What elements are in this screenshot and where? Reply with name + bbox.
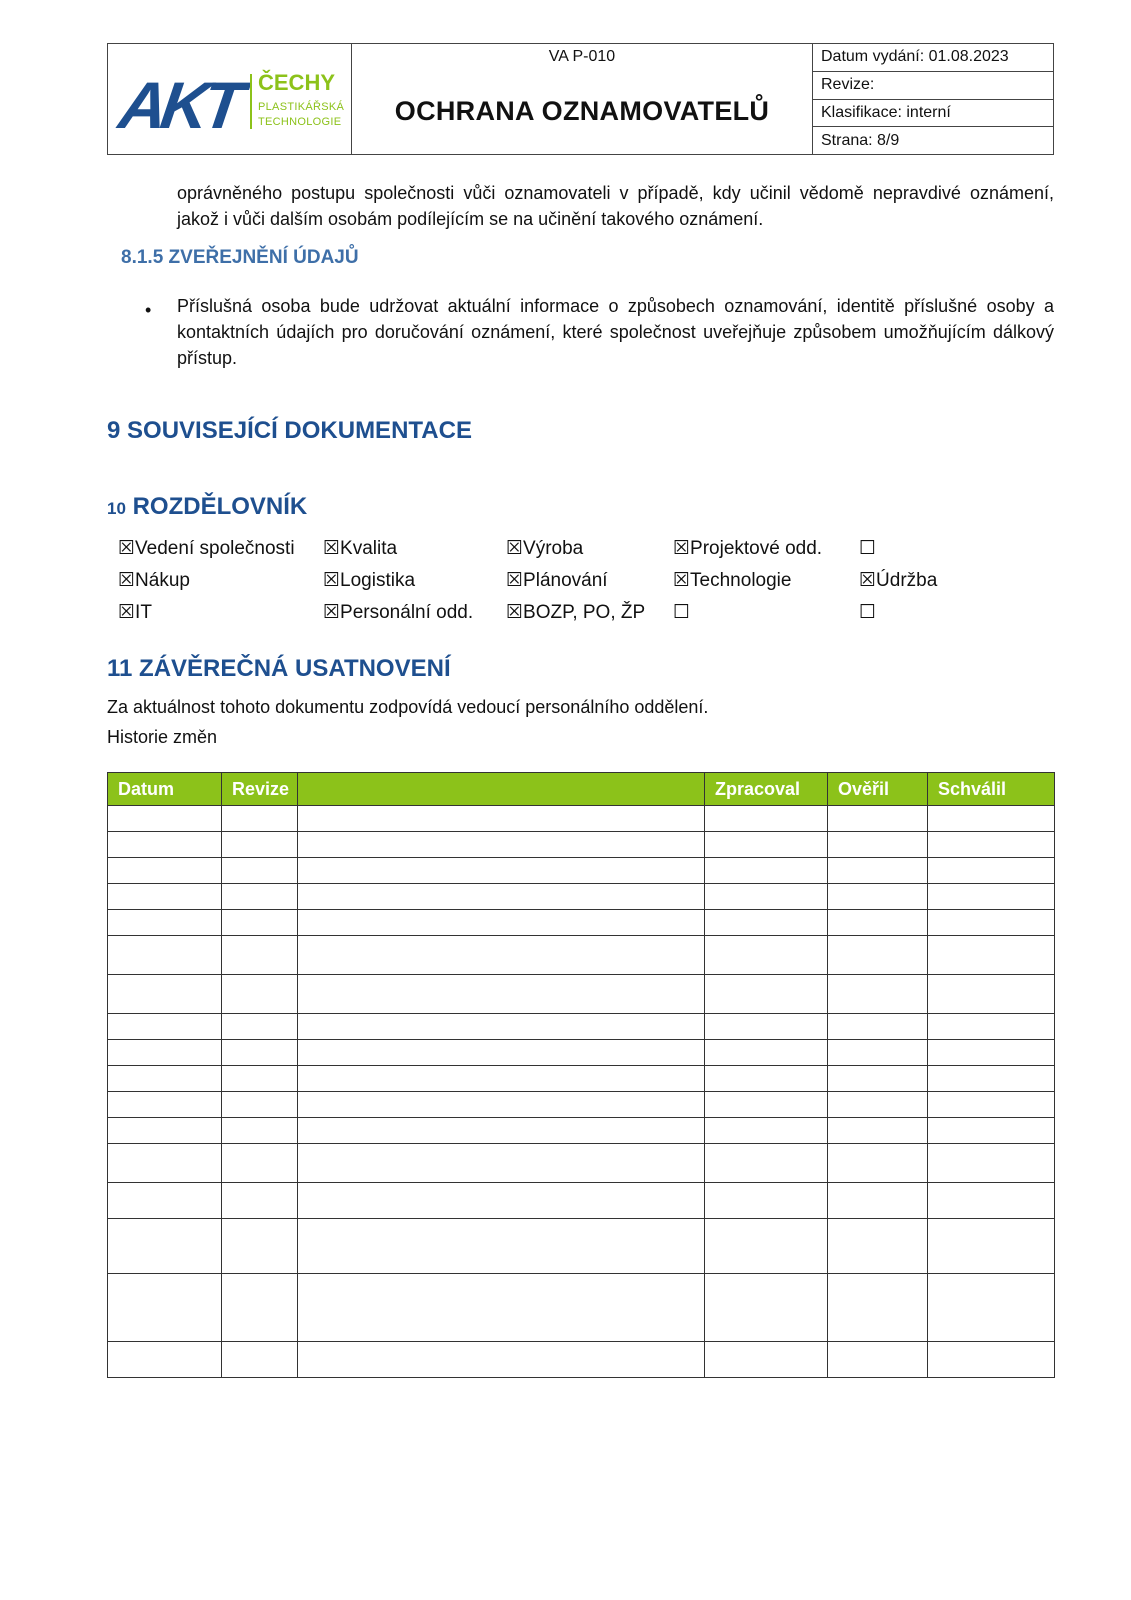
table-cell — [298, 1274, 705, 1342]
header-title-cell — [352, 44, 813, 154]
distribution-item[interactable] — [323, 569, 415, 592]
table-cell — [828, 1274, 928, 1342]
table-cell — [298, 1092, 705, 1118]
company-logo — [108, 44, 352, 154]
bullet-paragraph: Příslušná osoba bude udržovat aktuální informace o způsobech oznamování, identitě příslušné osoby a kontaktních údajích pro doručování oznámení, které společnost uveřejňuje způsobem umožňujícím dálkový přístup. — [177, 296, 1054, 368]
table-cell — [222, 858, 298, 884]
document-title: OCHRANA OZNAMOVATELŮ — [394, 96, 770, 126]
distribution-item[interactable] — [859, 569, 937, 592]
table-cell — [928, 1118, 1055, 1144]
table-cell — [928, 1066, 1055, 1092]
distribution-label: Vedení společnosti — [135, 538, 295, 559]
distribution-item[interactable] — [859, 601, 876, 624]
distribution-item[interactable] — [118, 537, 295, 560]
table-cell — [222, 1183, 298, 1219]
table-cell — [108, 884, 222, 910]
table-row — [108, 1040, 1055, 1066]
checked-checkbox-icon[interactable]: ☒ — [506, 602, 524, 623]
logo-name: ČECHY — [258, 70, 336, 95]
section-heading-10 — [107, 493, 307, 521]
table-cell — [298, 1118, 705, 1144]
table-cell — [108, 1219, 222, 1274]
table-row — [108, 884, 1055, 910]
table-cell — [222, 1014, 298, 1040]
table-cell — [828, 1066, 928, 1092]
table-row — [108, 1118, 1055, 1144]
table-cell — [298, 806, 705, 832]
table-cell — [108, 1118, 222, 1144]
table-cell — [928, 1144, 1055, 1183]
table-cell — [928, 858, 1055, 884]
table-cell — [108, 1066, 222, 1092]
logo-divider — [250, 74, 252, 129]
table-cell — [705, 1183, 828, 1219]
document-header — [107, 43, 1054, 155]
table-cell — [298, 1144, 705, 1183]
distribution-label: Údržba — [876, 570, 938, 591]
table-cell — [928, 1040, 1055, 1066]
distribution-label: Technologie — [690, 570, 792, 591]
table-cell — [928, 975, 1055, 1014]
table-cell — [222, 806, 298, 832]
table-row — [108, 1342, 1055, 1378]
distribution-label: Výroba — [523, 538, 584, 559]
column-header — [298, 773, 705, 806]
issue-date: Datum vydání: 01.08.2023 — [813, 44, 1053, 72]
table-cell — [705, 910, 828, 936]
change-history-table — [107, 772, 1055, 1378]
table-cell — [108, 832, 222, 858]
table-cell — [828, 884, 928, 910]
table-cell — [828, 858, 928, 884]
logo-sub-line-1: PLASTIKÁŘSKÁ — [258, 101, 345, 113]
table-cell — [222, 832, 298, 858]
table-row — [108, 832, 1055, 858]
table-cell — [298, 1014, 705, 1040]
table-row — [108, 975, 1055, 1014]
unchecked-checkbox-icon[interactable]: ☐ — [673, 602, 691, 623]
table-cell — [222, 936, 298, 975]
section-number: 10 — [107, 499, 126, 518]
table-cell — [298, 910, 705, 936]
table-cell — [108, 1183, 222, 1219]
table-cell — [828, 910, 928, 936]
logo-brand: AKT — [114, 68, 243, 142]
table-cell — [705, 1014, 828, 1040]
table-cell — [298, 1219, 705, 1274]
table-cell — [928, 1274, 1055, 1342]
table-cell — [222, 884, 298, 910]
checked-checkbox-icon[interactable]: ☒ — [118, 538, 136, 559]
table-cell — [928, 1092, 1055, 1118]
distribution-item[interactable] — [506, 569, 608, 592]
table-row — [108, 1066, 1055, 1092]
table-cell — [298, 1342, 705, 1378]
table-cell — [108, 1274, 222, 1342]
table-cell — [705, 1219, 828, 1274]
table-cell — [705, 1274, 828, 1342]
unchecked-checkbox-icon[interactable]: ☐ — [859, 602, 877, 623]
distribution-item[interactable] — [673, 537, 822, 560]
table-header-row — [108, 773, 1055, 806]
table-row — [108, 858, 1055, 884]
distribution-label: Kvalita — [340, 538, 398, 559]
table-cell — [928, 1219, 1055, 1274]
table-cell — [298, 936, 705, 975]
table-cell — [108, 975, 222, 1014]
responsibility-text: Za aktuálnost tohoto dokumentu zodpovídá vedoucí personálního oddělení. — [107, 697, 709, 717]
table-cell — [298, 858, 705, 884]
table-cell — [108, 806, 222, 832]
table-cell — [222, 1219, 298, 1274]
table-cell — [108, 858, 222, 884]
table-row — [108, 1274, 1055, 1342]
table-cell — [108, 1040, 222, 1066]
document-code: VA P-010 — [548, 48, 616, 65]
distribution-item[interactable] — [323, 601, 473, 624]
table-cell — [705, 884, 828, 910]
table-cell — [298, 975, 705, 1014]
checked-checkbox-icon[interactable]: ☒ — [673, 570, 691, 591]
table-cell — [828, 936, 928, 975]
subsection-heading: 8.1.5 ZVEŘEJNĚNÍ ÚDAJŮ — [121, 247, 359, 268]
distribution-item[interactable] — [118, 601, 152, 624]
table-cell — [108, 1092, 222, 1118]
bullet-icon: • — [145, 300, 152, 320]
table-cell — [222, 1118, 298, 1144]
section-heading-11: 11 ZÁVĚREČNÁ USATNOVENÍ — [107, 655, 451, 682]
table-cell — [828, 975, 928, 1014]
table-cell — [928, 1014, 1055, 1040]
checked-checkbox-icon[interactable]: ☒ — [859, 570, 877, 591]
table-cell — [705, 1118, 828, 1144]
section-heading-9: 9 SOUVISEJÍCÍ DOKUMENTACE — [107, 417, 472, 444]
table-cell — [828, 806, 928, 832]
page-number: Strana: 8/9 — [821, 131, 900, 149]
table-cell — [222, 1066, 298, 1092]
checked-checkbox-icon[interactable]: ☒ — [323, 602, 341, 623]
distribution-item[interactable] — [506, 601, 645, 624]
table-cell — [705, 1066, 828, 1092]
table-cell — [828, 1118, 928, 1144]
table-cell — [222, 975, 298, 1014]
table-cell — [705, 936, 828, 975]
table-cell — [828, 1040, 928, 1066]
table-row — [108, 1014, 1055, 1040]
table-cell — [298, 884, 705, 910]
table-cell — [298, 1040, 705, 1066]
distribution-label: Projektové odd. — [690, 538, 823, 559]
table-cell — [298, 832, 705, 858]
table-row — [108, 1144, 1055, 1183]
column-header: Zpracoval — [705, 773, 828, 806]
checked-checkbox-icon[interactable]: ☒ — [323, 570, 341, 591]
table-cell — [828, 1219, 928, 1274]
table-cell — [928, 936, 1055, 975]
classification: Klasifikace: interní — [813, 100, 1053, 128]
distribution-item[interactable] — [673, 569, 791, 592]
table-cell — [108, 1014, 222, 1040]
column-header: Datum — [108, 773, 222, 806]
table-cell — [222, 1342, 298, 1378]
distribution-label: IT — [135, 602, 152, 623]
table-cell — [222, 1274, 298, 1342]
table-cell — [928, 884, 1055, 910]
unchecked-checkbox-icon[interactable]: ☐ — [859, 538, 877, 559]
table-cell — [705, 1092, 828, 1118]
distribution-item[interactable] — [859, 537, 876, 560]
table-cell — [705, 858, 828, 884]
distribution-label: Nákup — [135, 570, 190, 591]
table-cell — [108, 1144, 222, 1183]
table-cell — [928, 806, 1055, 832]
table-cell — [828, 1183, 928, 1219]
distribution-item[interactable] — [323, 537, 397, 560]
distribution-item[interactable] — [673, 601, 690, 624]
table-cell — [705, 975, 828, 1014]
table-cell — [222, 910, 298, 936]
checked-checkbox-icon[interactable]: ☒ — [673, 538, 691, 559]
checked-checkbox-icon[interactable]: ☒ — [118, 602, 136, 623]
table-row — [108, 1183, 1055, 1219]
table-cell — [222, 1092, 298, 1118]
table-cell — [222, 1040, 298, 1066]
table-row — [108, 1219, 1055, 1274]
table-cell — [928, 910, 1055, 936]
table-cell — [828, 1342, 928, 1378]
checked-checkbox-icon[interactable]: ☒ — [506, 570, 524, 591]
table-cell — [298, 1066, 705, 1092]
table-cell — [705, 1342, 828, 1378]
table-cell — [222, 1144, 298, 1183]
checked-checkbox-icon[interactable]: ☒ — [118, 570, 136, 591]
table-row — [108, 910, 1055, 936]
table-body — [108, 806, 1055, 1378]
table-cell — [108, 1342, 222, 1378]
table-cell — [828, 1092, 928, 1118]
table-row — [108, 1092, 1055, 1118]
table-cell — [928, 1183, 1055, 1219]
table-cell — [928, 1342, 1055, 1378]
table-cell — [928, 832, 1055, 858]
table-cell — [705, 806, 828, 832]
table-cell — [705, 1144, 828, 1183]
table-cell — [828, 832, 928, 858]
checked-checkbox-icon[interactable]: ☒ — [506, 538, 524, 559]
table-cell — [828, 1144, 928, 1183]
header-meta — [813, 44, 1053, 154]
checked-checkbox-icon[interactable]: ☒ — [323, 538, 341, 559]
distribution-item[interactable] — [506, 537, 583, 560]
table-cell — [828, 1014, 928, 1040]
table-cell — [298, 1183, 705, 1219]
column-header: Ověřil — [828, 773, 928, 806]
logo-subtitle — [258, 100, 344, 130]
distribution-label: BOZP, PO, ŽP — [523, 602, 646, 623]
column-header: Schválil — [928, 773, 1055, 806]
table-cell — [705, 1040, 828, 1066]
revision: Revize: — [813, 72, 1053, 100]
distribution-label: Plánování — [523, 570, 608, 591]
table-cell — [108, 936, 222, 975]
column-header: Revize — [222, 773, 298, 806]
distribution-item[interactable] — [118, 569, 190, 592]
section-title: ROZDĚLOVNÍK — [132, 493, 308, 520]
distribution-label: Logistika — [340, 570, 416, 591]
continuation-paragraph: oprávněného postupu společnosti vůči oznamovateli v případě, kdy učinil vědomě nepravdivé oznámení, jakož i vůči dalším osobám podílejícím se na učinění takového oznámení. — [177, 183, 1054, 229]
table-cell — [705, 832, 828, 858]
distribution-label: Personální odd. — [340, 602, 474, 623]
table-cell — [108, 910, 222, 936]
table-row — [108, 806, 1055, 832]
history-label: Historie změn — [107, 727, 218, 747]
logo-sub-line-2: TECHNOLOGIE — [258, 116, 342, 128]
table-row — [108, 936, 1055, 975]
